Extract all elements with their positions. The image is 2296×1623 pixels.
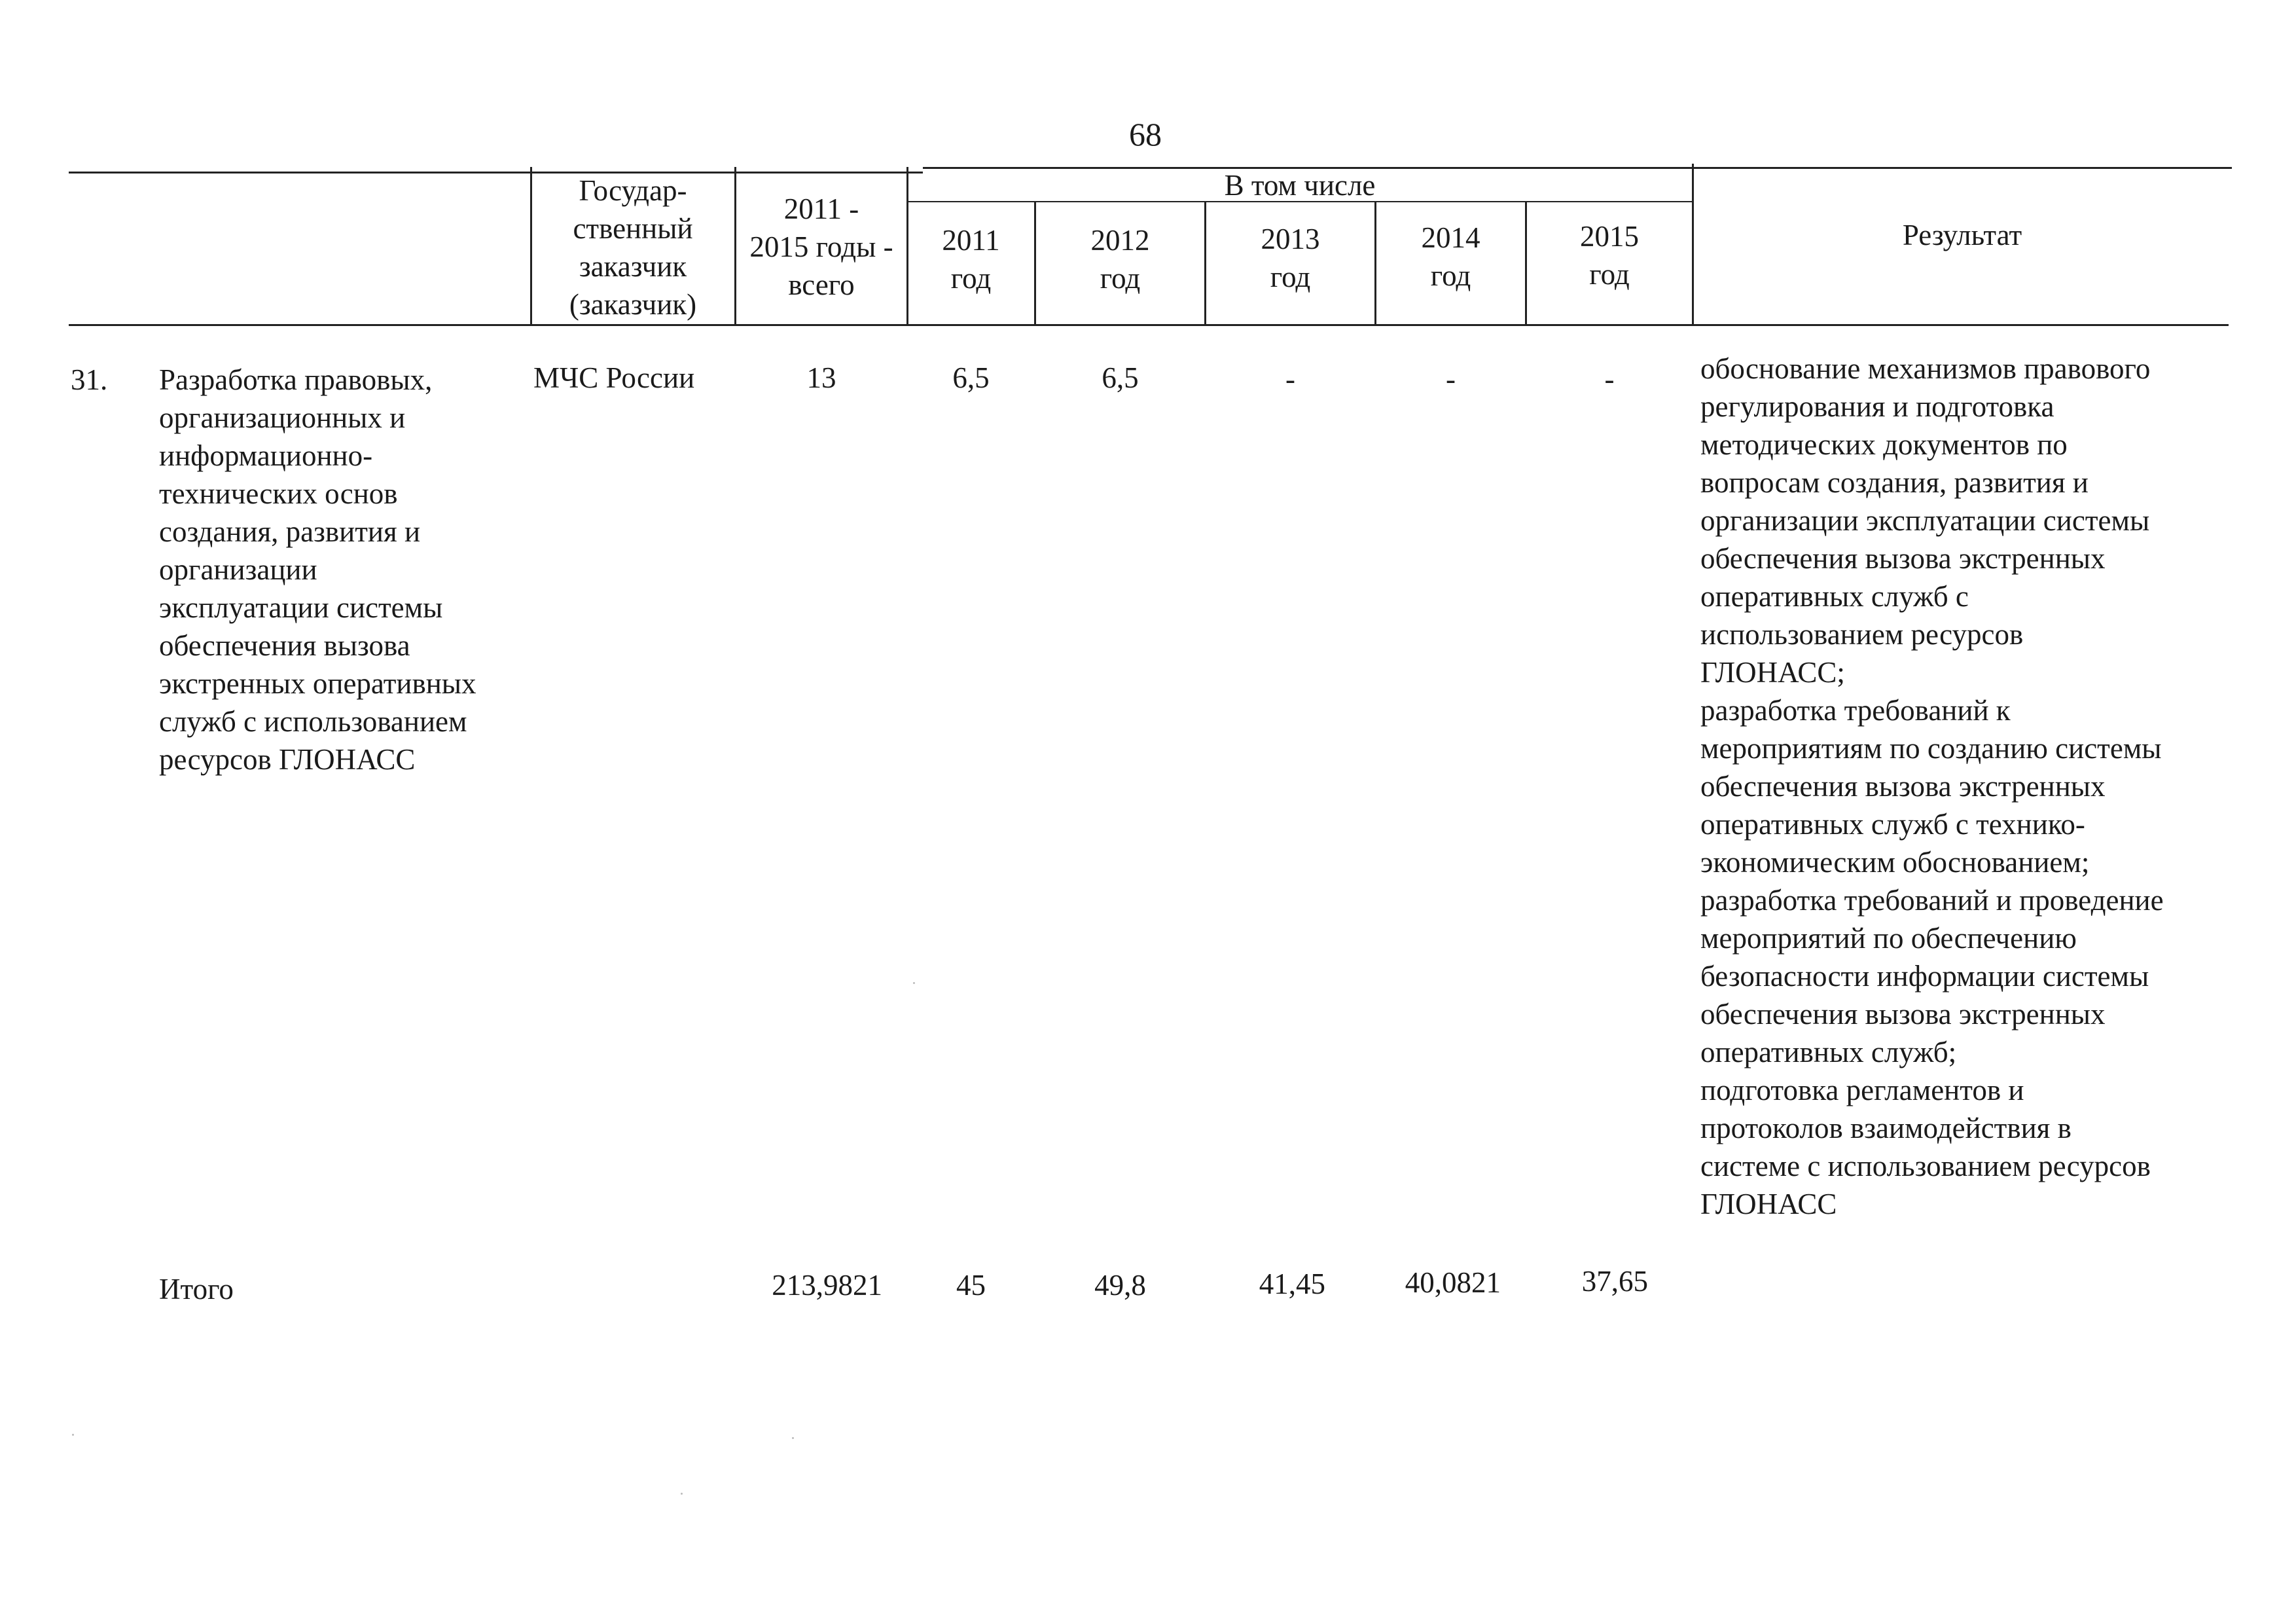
row-result-line: разработка требований к [1700, 694, 2011, 727]
scan-speck [72, 1434, 74, 1436]
row-name-line: эксплуатации системы [159, 591, 443, 624]
row-name-line: служб с использованием [159, 705, 467, 738]
row-result-line: подготовка регламентов и [1700, 1074, 2024, 1106]
year-unit: год [1270, 261, 1311, 293]
row-result-line: ГЛОНАСС [1700, 1188, 1837, 1220]
header-customer-line: заказчик [579, 250, 687, 283]
scan-speck [792, 1437, 794, 1439]
row-result-line: использованием ресурсов [1700, 618, 2024, 651]
year-label: 2014 [1421, 221, 1480, 254]
page-number: 68 [1129, 116, 1162, 153]
row-result [1700, 350, 2237, 1223]
row-result-line: вопросам создания, развития и [1700, 466, 2089, 499]
row-result-line: оперативных служб с технико- [1700, 808, 2085, 841]
header-year-2013 [1206, 220, 1374, 296]
total-2014: 40,0821 [1405, 1266, 1501, 1299]
row-result-line: обеспечения вызова экстренных [1700, 542, 2106, 575]
row-number: 31. [71, 363, 108, 396]
row-name-line: организации [159, 553, 317, 586]
row-name-line: обеспечения вызова [159, 629, 410, 662]
total-2011: 45 [956, 1269, 986, 1302]
row-name-line: Разработка правовых, [159, 363, 433, 396]
row-result-line: ГЛОНАСС; [1700, 656, 1845, 689]
row-name-line: информационно- [159, 439, 373, 472]
header-total [736, 190, 907, 304]
row-2014: - [1446, 363, 1456, 395]
header-customer [531, 172, 734, 323]
row-result-line: методических документов по [1700, 428, 2068, 461]
row-result-line: оперативных служб; [1700, 1036, 1957, 1068]
row-name-line: экстренных оперативных [159, 667, 476, 700]
header-year-2012 [1036, 221, 1204, 297]
row-name-line: ресурсов ГЛОНАСС [159, 743, 416, 776]
row-result-line: разработка требований и проведение [1700, 884, 2164, 917]
year-unit: год [1100, 262, 1141, 295]
year-unit: год [950, 262, 992, 295]
scan-speck [913, 982, 915, 984]
total-all: 213,9821 [772, 1269, 882, 1302]
year-unit: год [1589, 258, 1630, 291]
header-total-line: 2011 - [783, 192, 859, 225]
row-name-line: создания, развития и [159, 515, 421, 548]
total-label: Итого [159, 1273, 234, 1305]
header-year-2015 [1527, 217, 1692, 293]
row-result-line: безопасности информации системы [1700, 960, 2149, 993]
row-result-line: обоснование механизмов правового [1700, 352, 2151, 385]
year-label: 2013 [1261, 223, 1320, 255]
row-2012: 6,5 [1102, 361, 1139, 394]
row-result-line: протоколов взаимодействия в [1700, 1112, 2072, 1144]
row-result-line: регулирования и подготовка [1700, 390, 2054, 423]
row-result-line: мероприятий по обеспечению [1700, 922, 2077, 955]
row-name-line: организационных и [159, 401, 406, 434]
row-result-line: обеспечения вызова экстренных [1700, 770, 2106, 803]
row-2013: - [1285, 363, 1295, 395]
row-total: 13 [806, 361, 836, 394]
row-result-line: оперативных служб с [1700, 580, 1969, 613]
year-label: 2011 [942, 224, 1000, 257]
header-customer-line: ственный [573, 212, 693, 245]
header-top-rule-left [69, 172, 923, 173]
year-label: 2012 [1090, 224, 1150, 257]
header-result: Результат [1902, 219, 2022, 251]
header-total-line: 2015 годы - [749, 230, 893, 263]
header-including: В том числе [1224, 169, 1376, 202]
total-2012: 49,8 [1094, 1269, 1146, 1302]
row-result-line: системе с использованием ресурсов [1700, 1150, 2151, 1182]
row-result-line: мероприятиям по созданию системы [1700, 732, 2162, 765]
row-result-line: экономическим обоснованием; [1700, 846, 2090, 879]
row-name-line: технических основ [159, 477, 398, 510]
total-2015: 37,65 [1581, 1265, 1648, 1298]
header-bottom-rule [69, 324, 2229, 326]
year-unit: год [1430, 259, 1471, 292]
row-result-line: обеспечения вызова экстренных [1700, 998, 2106, 1030]
header-total-line: всего [788, 268, 855, 301]
row-2011: 6,5 [952, 361, 990, 394]
header-year-2014 [1376, 219, 1525, 295]
total-2013: 41,45 [1259, 1267, 1325, 1300]
row-name [159, 361, 526, 778]
year-label: 2015 [1580, 220, 1639, 253]
row-2015: - [1604, 363, 1615, 395]
header-customer-line: (заказчик) [569, 288, 697, 321]
row-customer: МЧС России [533, 361, 695, 394]
header-year-2011 [908, 221, 1034, 297]
scan-speck [681, 1493, 683, 1495]
row-result-line: организации эксплуатации системы [1700, 504, 2150, 537]
header-customer-line: Государ- [579, 174, 687, 207]
